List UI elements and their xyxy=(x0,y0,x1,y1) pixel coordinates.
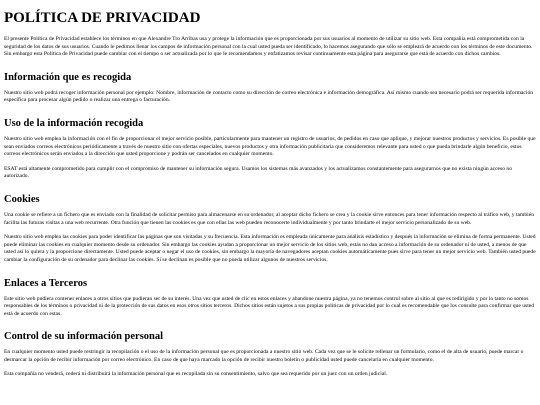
section-heading-enlaces-terceros: Enlaces a Terceros xyxy=(4,277,88,289)
section-paragraph: Este sitio web pudiera contener enlaces a otros sitios que pudieran ser de su interés. Una vez que usted de clic en estos enlaces y abandone nuestra página, ya no tenemos control sobre al sitio al que es redirigido y por lo tanto no somos responsables de los términos o privacidad ni de la protección de sus datos en esos otros sitios terceros. Dichos sitios están sujetos a sus propias políticas de privacidad por lo cual es recomendable que los consulte para confirmar que usted está de acuerdo con estas. xyxy=(4,295,535,317)
section-paragraph: En cualquier momento usted puede restringir la recopilación o el uso de la información personal que es proporcionada a nuestro sitio web. Cada vez que se le solicite rellenar un formulario, como el de alta de usuario, puede marcar o desmarcar la opción de recibir información por correo electrónico. En caso de que haya marcado la opción de recibir nuestro boletín o publicidad usted puede cancelarla en cualquier momento. xyxy=(4,349,524,363)
section-paragraph: Nuestro sitio web emplea las cookies para poder identificar las páginas que son visitadas y su frecuencia. Esta información es empleada únicamente para análisis estadístico y después la información se elimina de forma permanente. Usted puede eliminar las cookies en cualquier momento desde su ordenador. Sin embargo las cookies ayudan a proporcionar un mejor servicio de los sitios web, estás no dan acceso a información de su ordenador ni de usted, a menos de que usted así lo quiera y la proporcione directamente. Usted puede aceptar o negar el uso de cookies, sin embargo la mayoría de navegadores aceptan cookies automáticamente pues sirve para tener un mejor servicio web. También usted puede cambiar la configuración de su ordenador para declinar las cookies. Si se declinan es posible que no pueda utilizar algunos de nuestros servicios. xyxy=(4,234,536,263)
intro-paragraph: El presente Política de Privacidad establece los términos en que Alexandre Tro Arribas usa y protege la información que es proporcionada por sus usuarios al momento de utilizar su sitio web. Esta compañía está comprometida con la seguridad de los datos de sus usuarios. Cuando le pedimos llenar los campos de información personal con la cual usted pueda ser identificado, lo hacemos asegurando que sólo se empleará de acuerdo con los términos de este documento. Sin embargo esta Política de Privacidad puede cambiar con el tiempo o ser actualizada por lo que le recomendamos y enfatizamos revisar continuamente esta página para asegurarse que está de acuerdo con dichos cambios. xyxy=(4,36,533,58)
section-paragraph: Nuestro sitio web podrá recoger información personal por ejemplo: Nombre, información de contacto como su dirección de correo electrónica e información demográfica. Así mismo cuando sea necesario podrá ser requerida información específica para procesar algún pedido o realizar una entrega o facturación. xyxy=(4,89,534,104)
section-paragraph: ESAT está altamente comprometido para cumplir con el compromiso de mantener su información segura. Usamos los sistemas más avanzados y los actualizamos constantemente para asegurarnos que no exista ningún acceso no autorizado. xyxy=(4,165,513,180)
section-paragraph: Una cookie se refiere a un fichero que es enviado con la finalidad de solicitar permiso para almacenarse en su ordenador, al aceptar dicho fichero se crea y la cookie sirve entonces para tener información respecto al tráfico web, y también facilita las futuras visitas a una web recurrente. Otra función que tienen las cookies es que con ellas las web pueden reconocerte individualmente y por tanto brindarte el mejor servicio personalizado de su web. xyxy=(4,211,535,226)
section-heading-uso-informacion: Uso de la información recogida xyxy=(4,117,144,129)
section-heading-informacion-recogida: Información que es recogida xyxy=(4,71,132,83)
section-heading-control-informacion: Control de su información personal xyxy=(4,331,164,343)
section-heading-cookies: Cookies xyxy=(4,193,40,205)
section-paragraph: Esta compañía no venderá, cederá ni distribuirá la información personal que es recopilada sin su consentimiento, salvo que sea requerido por un juez con un orden judicial. xyxy=(4,371,388,378)
section-paragraph: Nuestro sitio web emplea la información con el fin de proporcionar el mejor servicio posible, particularmente para mantener un registro de usuarios, de pedidos en caso que aplique, y mejorar nuestros productos y servicios. Es posible que sean enviados correos electrónicos periódicamente a través de nuestro sitio con ofertas especiales, nuevos productos y otra información publicitaria que consideremos relevante para usted o que pueda brindarle algún beneficio, estos correos electrónicos serán enviados a la dirección que usted proporcione y podrán ser cancelados en cualquier momento. xyxy=(4,135,536,158)
page-title: POLÍTICA DE PRIVACIDAD xyxy=(4,10,201,26)
